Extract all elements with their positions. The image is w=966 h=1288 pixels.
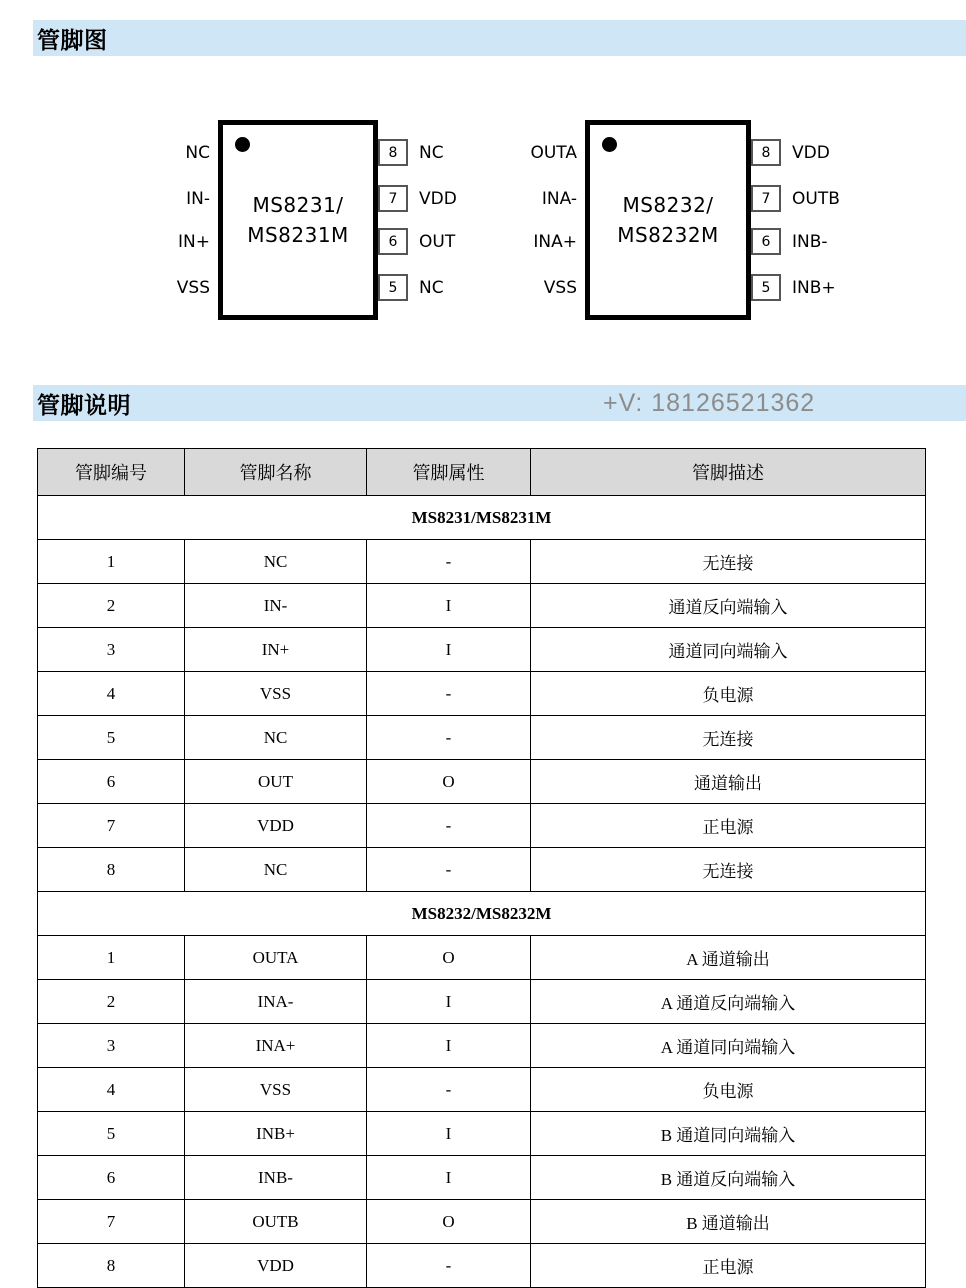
cell-pin-name: OUTA [185, 936, 367, 980]
table-row [38, 1068, 926, 1112]
cell-pin-attribute: O [367, 1200, 531, 1244]
cell-pin-number: 2 [38, 980, 185, 1024]
cell-pin-number: 7 [38, 804, 185, 848]
cell-pin-attribute: I [367, 1112, 531, 1156]
cell-pin-name: IN- [185, 584, 367, 628]
cell-pin-description: A 通道输出 [531, 936, 926, 980]
cell-pin-description: 无连接 [531, 848, 926, 892]
section-title-pin-diagram: 管脚图 [37, 27, 108, 53]
cell-pin-attribute: - [367, 804, 531, 848]
chip-name-line1: MS8232/ [622, 193, 714, 217]
cell-pin-description: 负电源 [531, 1068, 926, 1112]
column-header-pin-description: 管脚描述 [531, 449, 926, 496]
cell-pin-name: IN+ [185, 628, 367, 672]
table-row [38, 716, 926, 760]
cell-pin-attribute: - [367, 716, 531, 760]
pin-label: NC [419, 277, 444, 298]
cell-pin-name: VDD [185, 1244, 367, 1288]
cell-pin-description: 无连接 [531, 540, 926, 584]
chip-diagram-ms8232 [495, 108, 850, 333]
pin-right-7 [751, 185, 840, 212]
pin-right-8 [751, 139, 830, 166]
cell-pin-description: 负电源 [531, 672, 926, 716]
pin-right-8 [378, 139, 444, 166]
pin1-marker-dot-icon [602, 137, 617, 152]
table-row [38, 936, 926, 980]
cell-pin-name: INB- [185, 1156, 367, 1200]
cell-pin-attribute: I [367, 980, 531, 1024]
cell-pin-number: 5 [38, 716, 185, 760]
cell-pin-name: VSS [185, 1068, 367, 1112]
pin-label: INB+ [792, 277, 836, 298]
pin-label: IN- [186, 188, 210, 209]
table-group-row [38, 892, 926, 936]
pin-right-5 [751, 274, 836, 301]
cell-pin-name: VDD [185, 804, 367, 848]
pin-number-box: 8 [378, 139, 408, 166]
pin-right-7 [378, 185, 457, 212]
cell-pin-name: NC [185, 540, 367, 584]
cell-pin-attribute: - [367, 1068, 531, 1112]
table-row [38, 1156, 926, 1200]
group-title: MS8232/MS8232M [38, 892, 926, 936]
pin-label: INA+ [533, 231, 577, 252]
section-title-pin-description: 管脚说明 [37, 392, 131, 418]
cell-pin-description: 通道反向端输入 [531, 584, 926, 628]
table-row [38, 628, 926, 672]
pin-label: VDD [792, 142, 830, 163]
pin-label: IN+ [178, 231, 210, 252]
chip-name-line2: MS8232M [617, 223, 719, 247]
cell-pin-attribute: O [367, 760, 531, 804]
cell-pin-number: 3 [38, 1024, 185, 1068]
cell-pin-name: OUT [185, 760, 367, 804]
column-header-pin-number: 管脚编号 [38, 449, 185, 496]
cell-pin-name: NC [185, 848, 367, 892]
table-header-row [38, 449, 926, 496]
cell-pin-number: 5 [38, 1112, 185, 1156]
cell-pin-attribute: - [367, 540, 531, 584]
pin-label: OUTB [792, 188, 840, 209]
table-row [38, 848, 926, 892]
cell-pin-attribute: - [367, 1244, 531, 1288]
chip-diagram-ms8231 [140, 108, 470, 333]
cell-pin-description: B 通道同向端输入 [531, 1112, 926, 1156]
cell-pin-description: 正电源 [531, 804, 926, 848]
pin-label: INA- [541, 188, 577, 209]
pin-label: VSS [176, 277, 210, 298]
pin-label: NC [419, 142, 444, 163]
pin-right-6 [378, 228, 455, 255]
group-title: MS8231/MS8231M [38, 496, 926, 540]
cell-pin-description: B 通道输出 [531, 1200, 926, 1244]
chip-name-line1: MS8231/ [252, 193, 344, 217]
pin-label: INB- [792, 231, 828, 252]
cell-pin-attribute: O [367, 936, 531, 980]
cell-pin-number: 6 [38, 760, 185, 804]
cell-pin-name: INA+ [185, 1024, 367, 1068]
table-row [38, 804, 926, 848]
table-row [38, 980, 926, 1024]
cell-pin-number: 3 [38, 628, 185, 672]
cell-pin-attribute: I [367, 584, 531, 628]
table-row [38, 760, 926, 804]
cell-pin-name: OUTB [185, 1200, 367, 1244]
pin-right-5 [378, 274, 444, 301]
pin-label: VDD [419, 188, 457, 209]
cell-pin-name: NC [185, 716, 367, 760]
pin-label: OUTA [530, 142, 577, 163]
cell-pin-number: 4 [38, 1068, 185, 1112]
cell-pin-number: 1 [38, 540, 185, 584]
table-row [38, 1024, 926, 1068]
cell-pin-number: 8 [38, 1244, 185, 1288]
cell-pin-attribute: I [367, 1024, 531, 1068]
chip-body-ms8231 [218, 120, 378, 320]
cell-pin-number: 7 [38, 1200, 185, 1244]
pin-diagram-area [0, 108, 966, 348]
cell-pin-number: 1 [38, 936, 185, 980]
cell-pin-name: INB+ [185, 1112, 367, 1156]
section-header-pin-description [33, 385, 966, 421]
cell-pin-name: VSS [185, 672, 367, 716]
cell-pin-number: 6 [38, 1156, 185, 1200]
pin-number-box: 7 [378, 185, 408, 212]
chip-name-line2: MS8231M [247, 223, 349, 247]
chip-body-ms8232 [585, 120, 751, 320]
pin-number-box: 6 [751, 228, 781, 255]
cell-pin-number: 4 [38, 672, 185, 716]
cell-pin-description: B 通道反向端输入 [531, 1156, 926, 1200]
table-row [38, 672, 926, 716]
cell-pin-name: INA- [185, 980, 367, 1024]
pin-number-box: 5 [378, 274, 408, 301]
contact-watermark: +V: 18126521362 [603, 388, 816, 417]
table-group-row [38, 496, 926, 540]
cell-pin-attribute: - [367, 848, 531, 892]
column-header-pin-attribute: 管脚属性 [367, 449, 531, 496]
cell-pin-description: 无连接 [531, 716, 926, 760]
cell-pin-description: 通道输出 [531, 760, 926, 804]
pin-label: NC [185, 142, 210, 163]
cell-pin-description: A 通道同向端输入 [531, 1024, 926, 1068]
cell-pin-attribute: - [367, 672, 531, 716]
pin-number-box: 6 [378, 228, 408, 255]
cell-pin-number: 8 [38, 848, 185, 892]
table-row [38, 584, 926, 628]
pin-label: VSS [543, 277, 577, 298]
table-row [38, 1112, 926, 1156]
cell-pin-number: 2 [38, 584, 185, 628]
pin-number-box: 7 [751, 185, 781, 212]
table-row [38, 1200, 926, 1244]
cell-pin-attribute: I [367, 1156, 531, 1200]
pin-number-box: 8 [751, 139, 781, 166]
cell-pin-attribute: I [367, 628, 531, 672]
pin-label: OUT [419, 231, 456, 252]
cell-pin-description: 正电源 [531, 1244, 926, 1288]
column-header-pin-name: 管脚名称 [185, 449, 367, 496]
pin-right-6 [751, 228, 828, 255]
cell-pin-description: A 通道反向端输入 [531, 980, 926, 1024]
pin1-marker-dot-icon [235, 137, 250, 152]
cell-pin-description: 通道同向端输入 [531, 628, 926, 672]
pin-description-table [37, 448, 926, 1288]
table-row [38, 540, 926, 584]
section-header-pin-diagram [33, 20, 966, 56]
pin-number-box: 5 [751, 274, 781, 301]
table-row [38, 1244, 926, 1288]
